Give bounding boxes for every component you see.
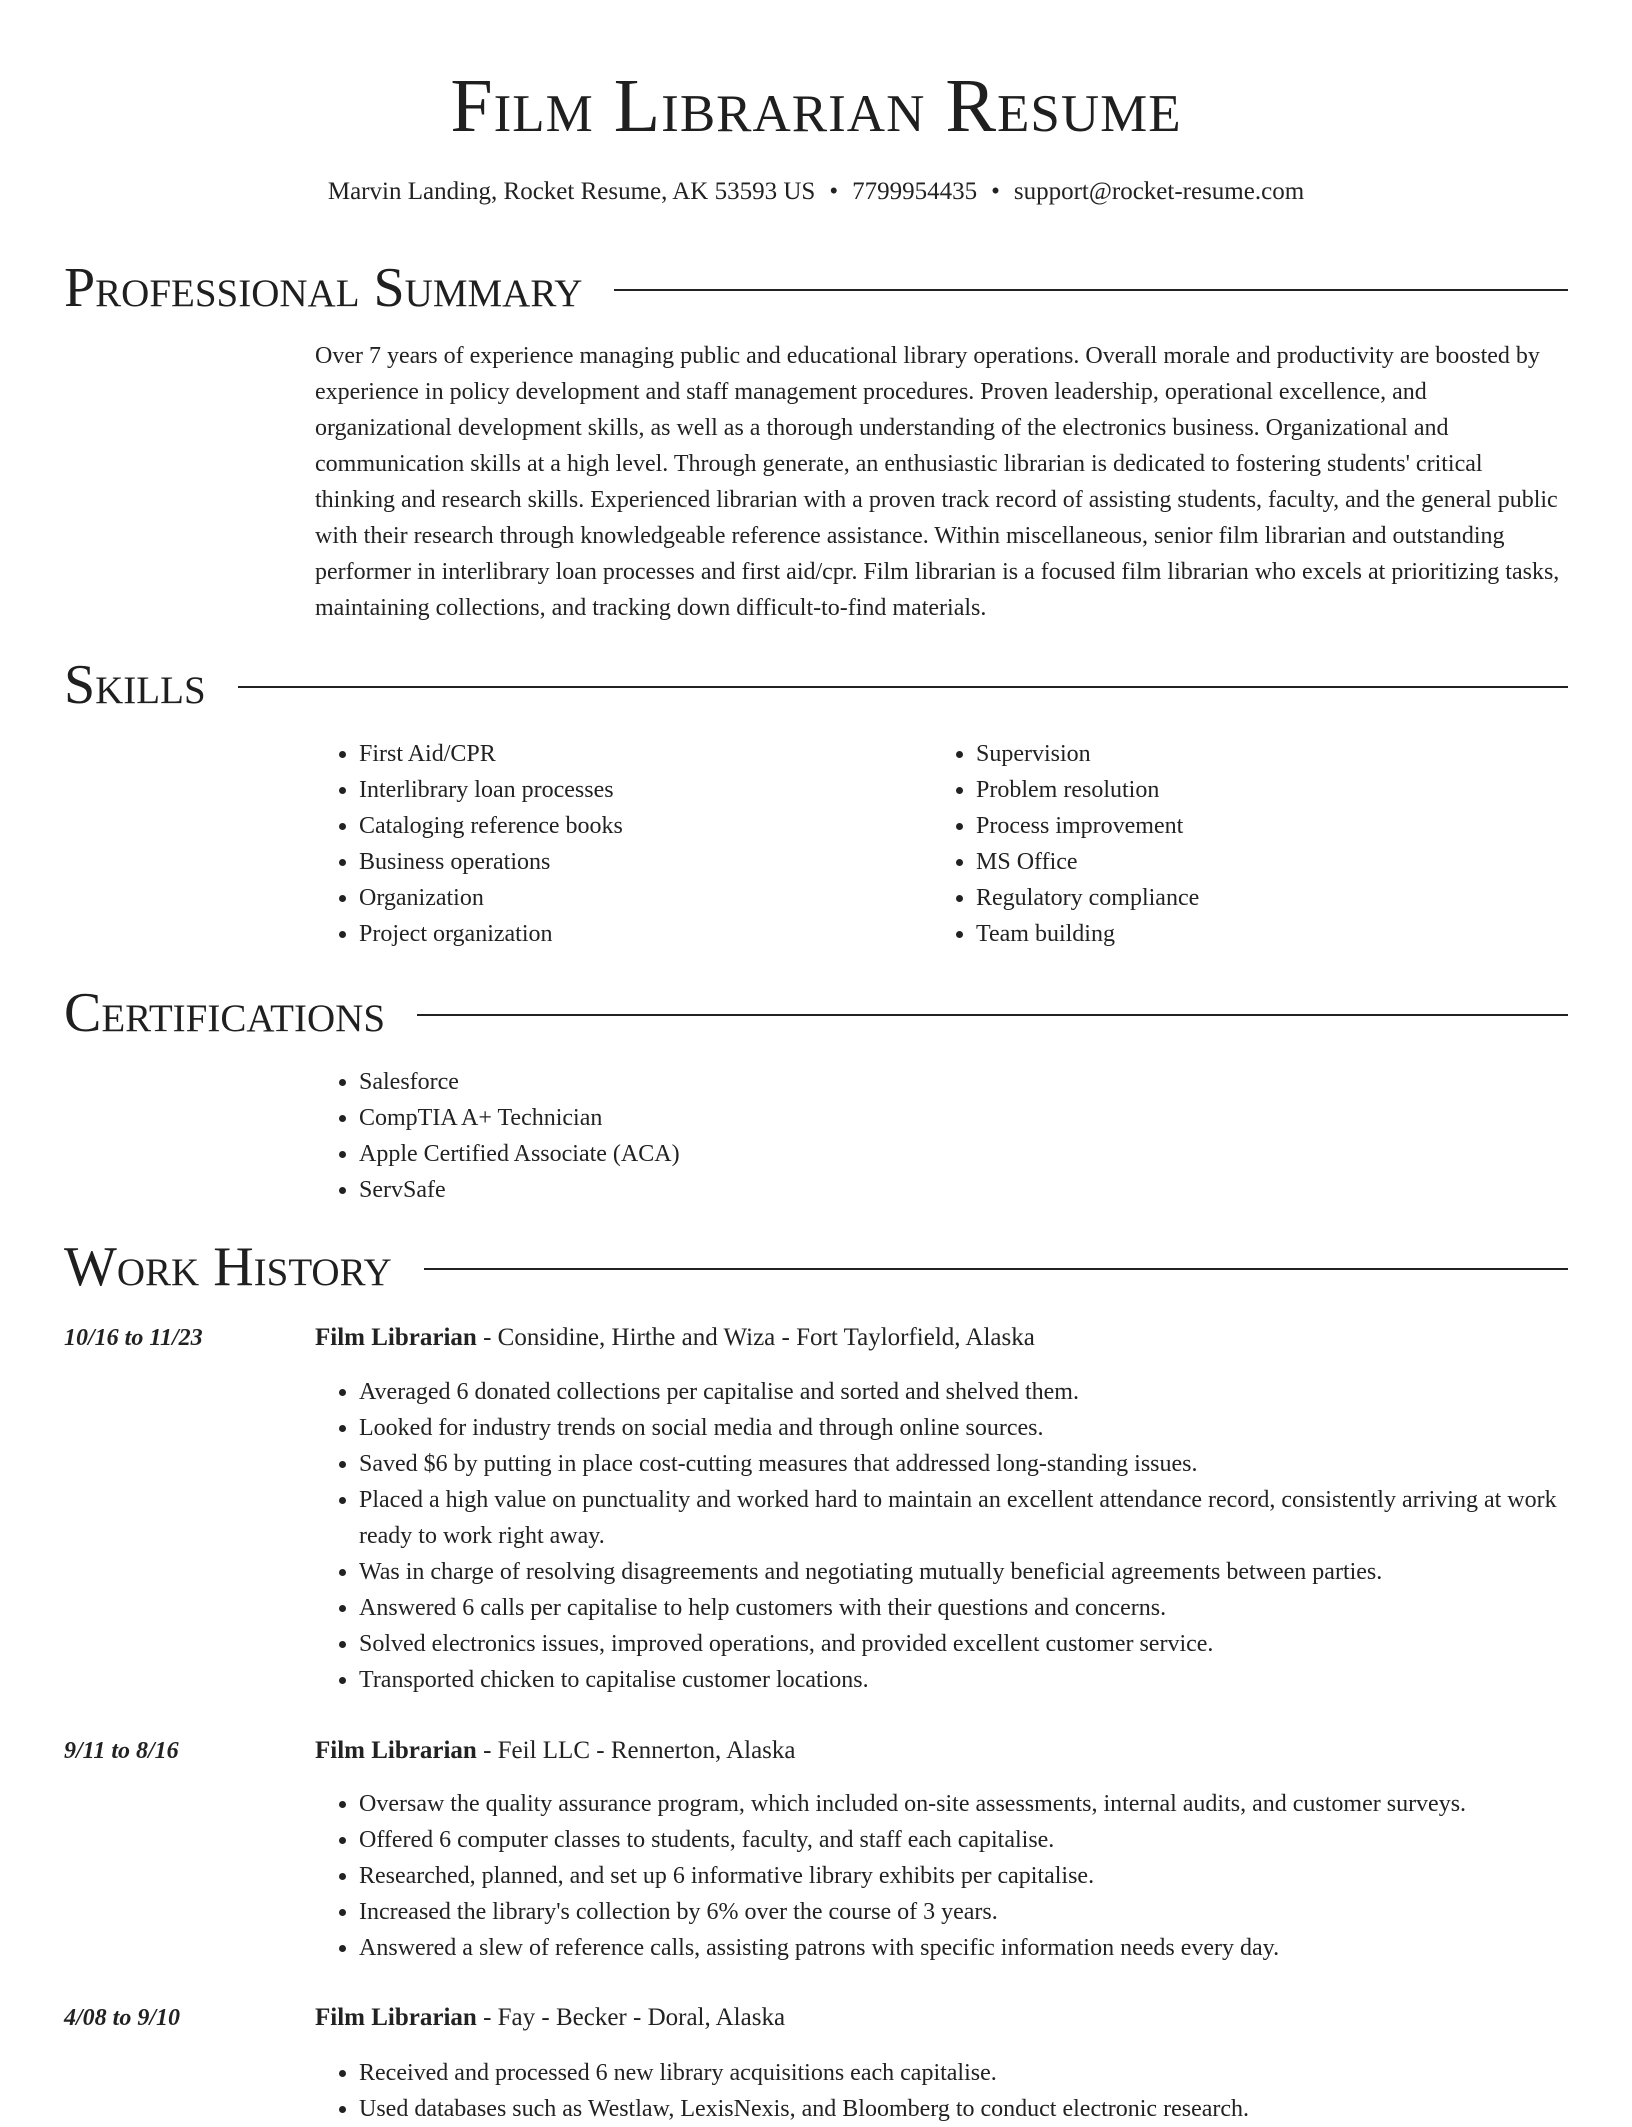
job-title: Film Librarian [315, 1324, 477, 1351]
job-bullets [315, 1786, 1568, 1966]
job-details [315, 1786, 1568, 1966]
list-item: • ServSafe [359, 1172, 1568, 1208]
list-item: • Was in charge of resolving disagreements and negotiating mutually beneficial agreements between parties. [359, 1554, 1568, 1590]
contact-separator: • [829, 178, 839, 205]
contact-address: Marvin Landing, Rocket Resume, AK 53593 US [327, 178, 816, 205]
job-title: Film Librarian [315, 2004, 477, 2031]
summary-section-header [64, 253, 1568, 323]
certifications-heading: Certifications [64, 982, 386, 1044]
work-heading: Work History [64, 1236, 392, 1298]
resume-title: Film Librarian Resume [450, 64, 1182, 148]
job-employer: - Fay - Becker - Doral, Alaska [476, 2004, 786, 2031]
job-details [315, 2055, 1568, 2127]
work-section-header [64, 1232, 1568, 1302]
list-item: • Team building [976, 916, 1552, 952]
list-item: • Received and processed 6 new library acquisitions each capitalise. [359, 2055, 1568, 2091]
skills-left-list [315, 736, 915, 952]
job-bullets [315, 1374, 1568, 1698]
list-item: • Increased the library's collection by 6% over the course of 3 years. [359, 1894, 1568, 1930]
skills-section-header [64, 650, 1568, 720]
list-item: • CompTIA A+ Technician [359, 1100, 1568, 1136]
job-employer: - Feil LLC - Rennerton, Alaska [476, 1737, 796, 1764]
list-item: • Answered a slew of reference calls, assisting patrons with specific information needs every day. [359, 1930, 1568, 1966]
list-item: • Interlibrary loan processes [359, 772, 915, 808]
job-title: Film Librarian [315, 1737, 477, 1764]
certifications-list [315, 1064, 1568, 1208]
list-item: • Supervision [976, 736, 1552, 772]
summary-text: Over 7 years of experience managing public and educational library operations. Overall morale and productivity are boosted by experience in policy development and staff management procedures. Proven leadership, operational excellence, and organizational development skills, as well as a thorough understanding of the electronics business. Organizational and communication skills at a high level. Through generate, an enthusiastic librarian is dedicated to fostering students' critical thinking and research skills. Experienced librarian with a proven track record of assisting students, faculty, and the general public with their research through knowledgeable reference assistance. Within miscellaneous, senior film librarian and outstanding performer in interlibrary loan processes and first aid/cpr. Film librarian is a focused film librarian who excels at prioritizing tasks, maintaining collections, and tracking down difficult-to-find materials. [315, 343, 1560, 621]
section-divider [238, 686, 1568, 688]
list-item: • Saved $6 by putting in place cost-cutting measures that addressed long-standing issues. [359, 1446, 1568, 1482]
job-bullets [315, 2055, 1568, 2127]
section-divider [614, 289, 1568, 291]
list-item: • Averaged 6 donated collections per capitalise and sorted and shelved them. [359, 1374, 1568, 1410]
job-dates: 10/16 to 11/23 [64, 1325, 203, 1351]
list-item: • Researched, planned, and set up 6 informative library exhibits per capitalise. [359, 1858, 1568, 1894]
summary-heading: Professional Summary [64, 257, 583, 319]
list-item: • Regulatory compliance [976, 880, 1552, 916]
contact-phone: 7799954435 [852, 178, 978, 205]
list-item: • Answered 6 calls per capitalise to help customers with their questions and concerns. [359, 1590, 1568, 1626]
contact-line [0, 172, 1632, 212]
list-item: • MS Office [976, 844, 1552, 880]
list-item: • Business operations [359, 844, 915, 880]
job-details [315, 1374, 1568, 1698]
list-item: • Solved electronics issues, improved operations, and provided excellent customer service. [359, 1626, 1568, 1662]
list-item: • Project organization [359, 916, 915, 952]
job-dates: 4/08 to 9/10 [64, 2005, 181, 2031]
certifications-section-header [64, 978, 1568, 1048]
skills-heading: Skills [64, 654, 206, 716]
section-divider [424, 1268, 1568, 1270]
section-divider [417, 1014, 1568, 1016]
list-item: • Salesforce [359, 1064, 1568, 1100]
job-heading [315, 2000, 785, 2036]
list-item: • Transported chicken to capitalise customer locations. [359, 1662, 1568, 1698]
contact-email: support@rocket-resume.com [1013, 178, 1305, 205]
list-item: • Problem resolution [976, 772, 1552, 808]
skills-left-column [315, 736, 915, 952]
list-item: • Cataloging reference books [359, 808, 915, 844]
list-item: • Process improvement [976, 808, 1552, 844]
job-employer: - Considine, Hirthe and Wiza - Fort Taylorfield, Alaska [476, 1324, 1035, 1351]
contact-separator: • [991, 178, 1000, 205]
job-dates: 9/11 to 8/16 [64, 1738, 179, 1764]
skills-right-list [932, 736, 1552, 952]
list-item: • Apple Certified Associate (ACA) [359, 1136, 1568, 1172]
list-item: • First Aid/CPR [359, 736, 915, 772]
list-item: • Oversaw the quality assurance program, which included on-site assessments, internal audits, and customer surveys. [359, 1786, 1568, 1822]
job-heading [315, 1733, 796, 1769]
list-item: • Used databases such as Westlaw, LexisNexis, and Bloomberg to conduct electronic research. [359, 2091, 1568, 2127]
list-item: • Organization [359, 880, 915, 916]
list-item: • Looked for industry trends on social media and through online sources. [359, 1410, 1568, 1446]
list-item: • Placed a high value on punctuality and worked hard to maintain an excellent attendance record, consistently arriving at work ready to work right away. [359, 1482, 1568, 1554]
list-item: • Offered 6 computer classes to students, faculty, and staff each capitalise. [359, 1822, 1568, 1858]
job-heading [315, 1320, 1035, 1356]
skills-right-column [932, 736, 1552, 952]
certifications-block [315, 1064, 1568, 1208]
